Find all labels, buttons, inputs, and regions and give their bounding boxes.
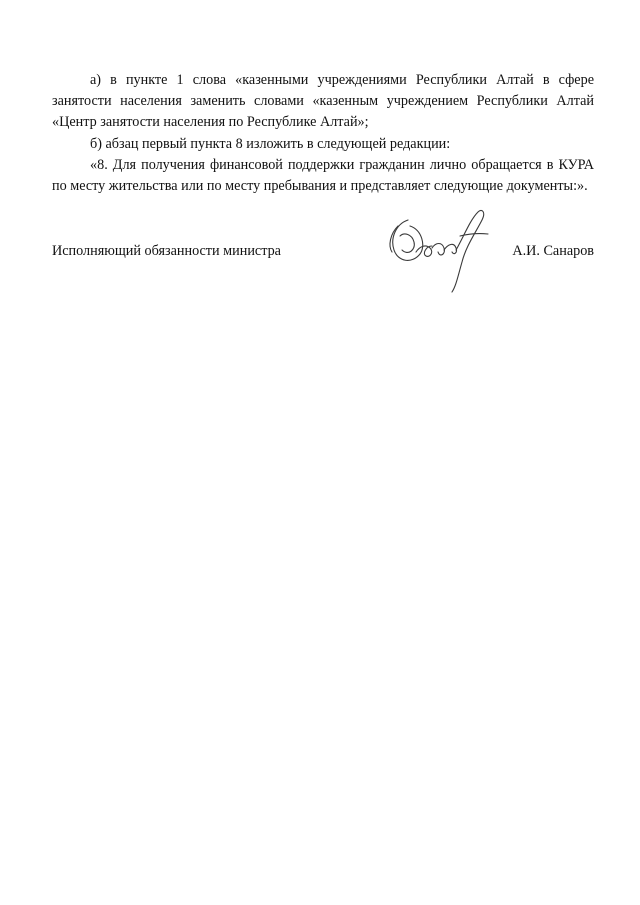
- paragraph-a: а) в пункте 1 слова «казенными учреждениями Республики Алтай в сфере занятости населения заменить словами «казенным учреждением Республики Алтай «Центр занятости населения по Республике Алтай»;: [52, 72, 594, 131]
- paragraph-quote: «8. Для получения финансовой поддержки гражданин лично обращается в КУРА по месту жительства или по месту пребывания и представляет следующие документы:».: [52, 156, 594, 195]
- handwritten-signature: [386, 206, 496, 296]
- document-body: [52, 70, 594, 197]
- signature-block: [52, 241, 594, 265]
- signatory-title: Исполняющий обязанности министра: [52, 243, 281, 259]
- signatory-name: А.И. Санаров: [512, 243, 594, 259]
- paragraph-b: б) абзац первый пункта 8 изложить в следующей редакции:: [90, 135, 451, 152]
